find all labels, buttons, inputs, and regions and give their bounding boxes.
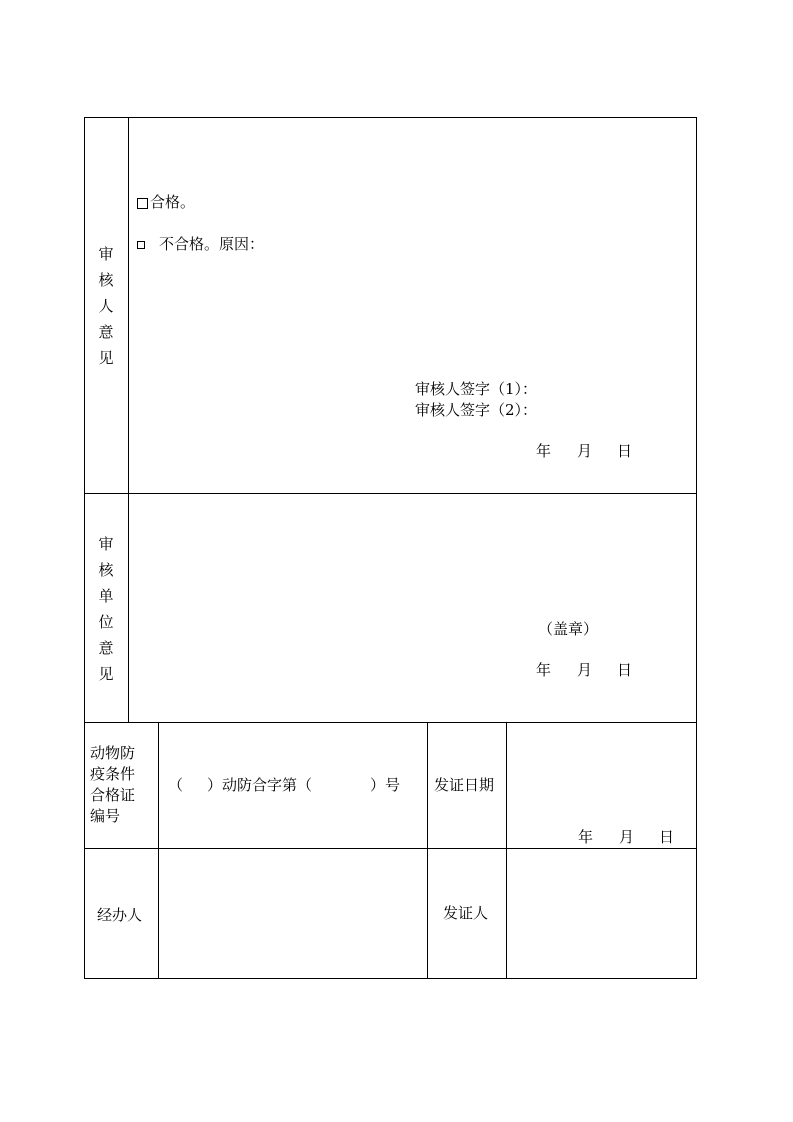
label-char: 意 [98, 323, 114, 341]
row-divider-2 [84, 722, 697, 723]
issuer-label: 发证人 [443, 904, 489, 922]
date-month: 月 [577, 661, 593, 679]
table-border-bottom [84, 978, 697, 979]
seal-label: （盖章） [538, 620, 599, 638]
label-char: 位 [98, 613, 114, 631]
label-char: 核 [98, 561, 114, 579]
label-char: 单 [98, 587, 114, 605]
table-border-right [696, 117, 697, 979]
review-opinion-label [96, 241, 116, 371]
label-char: 核 [98, 271, 114, 289]
label-char: 意 [98, 639, 114, 657]
date-month: 月 [577, 442, 593, 460]
label-char: 审 [98, 245, 114, 263]
label-char: 人 [98, 297, 114, 315]
certificate-label-line: 编号 [90, 807, 121, 825]
number-paren-open: （ [168, 776, 184, 794]
date-year: 年 [536, 661, 552, 679]
number-suffix: ）号 [370, 776, 401, 794]
signature-1: 审核人签字（1）： [415, 380, 538, 398]
label-char: 审 [98, 535, 114, 553]
cert-label-divider [158, 722, 159, 979]
handler-label: 经办人 [97, 906, 143, 924]
pass-checkbox[interactable] [137, 198, 148, 209]
date-month: 月 [619, 828, 635, 846]
issue-date-label: 发证日期 [434, 776, 495, 794]
row-divider-3 [84, 848, 697, 849]
certificate-number-field[interactable] [168, 776, 400, 794]
cert-number-divider [427, 722, 428, 979]
label-char: 见 [98, 665, 114, 683]
option-fail-label: 不合格。原因： [159, 235, 265, 253]
certificate-label [90, 743, 135, 827]
label-column-divider [128, 117, 129, 723]
date-day: 日 [659, 828, 675, 846]
unit-opinion-label [96, 531, 116, 687]
option-fail-row [137, 235, 264, 253]
certificate-label-line: 合格证 [90, 786, 136, 804]
date-day: 日 [617, 442, 633, 460]
certificate-label-line: 疫条件 [90, 765, 136, 783]
label-char: 见 [98, 349, 114, 367]
cert-date-label-divider [506, 722, 507, 979]
date-year: 年 [536, 442, 552, 460]
option-pass-row [137, 193, 195, 211]
date-day: 日 [617, 661, 633, 679]
row-divider-1 [84, 493, 697, 494]
date-year: 年 [578, 828, 594, 846]
certificate-label-line: 动物防 [90, 744, 136, 762]
number-paren-close: ）动防合字第（ [207, 776, 313, 794]
fail-checkbox[interactable] [137, 241, 145, 249]
signature-2: 审核人签字（2）： [415, 401, 538, 419]
table-border-left [84, 117, 85, 979]
option-pass-label: 合格。 [150, 193, 196, 211]
table-border-top [84, 117, 697, 118]
